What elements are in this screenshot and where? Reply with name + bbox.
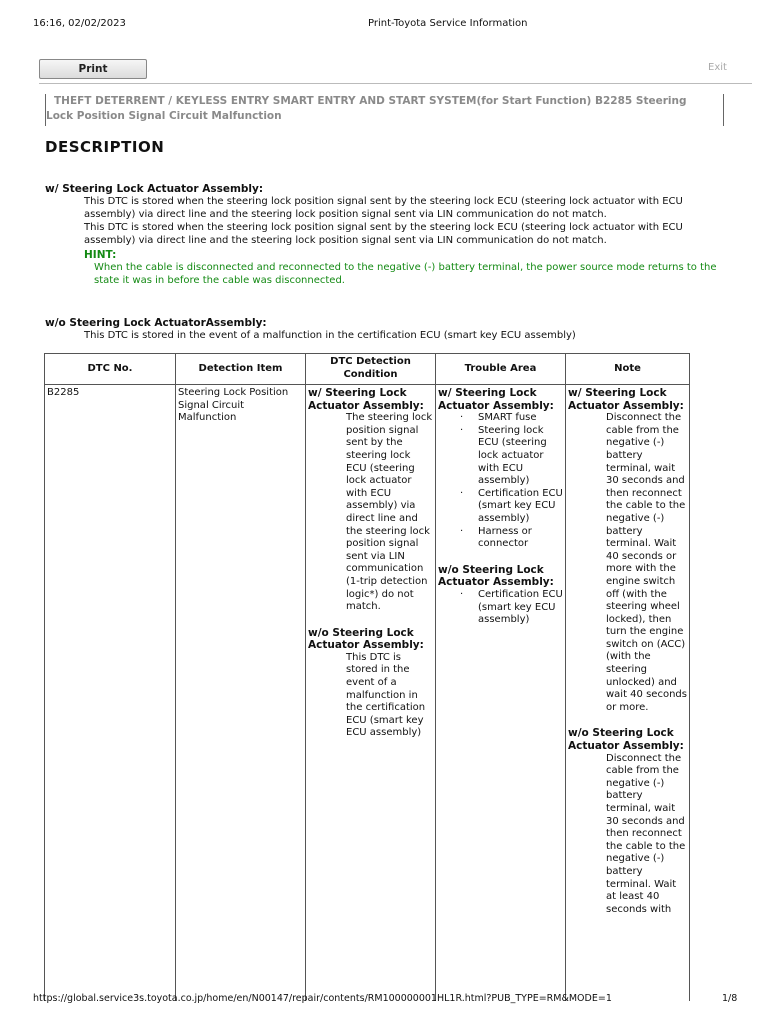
trouble-without-list <box>438 589 563 627</box>
exit-link[interactable]: Exit <box>708 62 727 73</box>
print-timestamp: 16:16, 02/02/2023 <box>33 18 126 29</box>
column-header: DTC No. <box>45 354 176 385</box>
column-header: Note <box>566 354 690 385</box>
dtc-table <box>44 353 690 1001</box>
note-with-text: Disconnect the cable from the negative (-) battery terminal, wait 30 seconds and then reconnect the cable to the negative (-) battery terminal. Wait 40 seconds or more with the engine switch off (with the steering wheel locked), then turn the engine switch on (ACC) (with the steering unlocked) and wait 40 seconds or more. <box>606 412 687 713</box>
without-actuator-heading: w/o Steering Lock ActuatorAssembly: <box>45 317 267 329</box>
hint-text: When the cable is disconnected and reconnected to the negative (-) battery terminal, the power source mode returns to the state it was in before the cable was disconnected. <box>94 262 717 286</box>
condition-without-heading: w/o Steering Lock Actuator Assembly: <box>308 626 424 652</box>
footer-url: https://global.service3s.toyota.co.jp/home/en/N00147/repair/contents/RM100000001HL1R.html?PUB_TYPE=RM&MODE=1 <box>33 993 612 1004</box>
note-with-heading: w/ Steering Lock Actuator Assembly: <box>568 387 684 412</box>
print-button[interactable]: Print <box>39 59 147 79</box>
note-without-text: Disconnect the cable from the negative (-) battery terminal, wait 30 seconds and then reconnect the cable to the negative (-) battery terminal. Wait at least 40 seconds with <box>606 752 686 915</box>
condition-with-heading: w/ Steering Lock Actuator Assembly: <box>308 387 424 412</box>
breadcrumb-line-1: THEFT DETERRENT / KEYLESS ENTRY SMART ENTRY AND START SYSTEM(for Start Function) B2285 Steering <box>54 95 687 107</box>
list-item: · Harness or connector <box>448 526 563 551</box>
detection-item-cell: Steering Lock Position Signal Circuit Malfunction <box>176 385 306 1002</box>
page-header-title: Print-Toyota Service Information <box>368 18 528 29</box>
section-title: DESCRIPTION <box>45 138 165 156</box>
dtc-number-cell: B2285 <box>45 385 176 1002</box>
condition-without-text: This DTC is stored in the event of a malfunction in the certification ECU (smart key ECU assembly) <box>346 651 426 739</box>
condition-with-text: The steering lock position signal sent by the steering lock ECU (steering lock actuator with ECU assembly) via direct line and the steering lock position signal sent via LIN communication (1-trip detection logic*) do not match. <box>346 412 433 613</box>
column-header: Detection Item <box>176 354 306 385</box>
note-cell <box>566 385 690 1002</box>
page-number: 1/8 <box>722 993 738 1004</box>
without-actuator-paragraph: This DTC is stored in the event of a malfunction in the certification ECU (smart key ECU assembly) <box>84 330 576 341</box>
table-header-row <box>45 354 690 385</box>
breadcrumb <box>45 94 724 126</box>
trouble-with-list <box>438 412 563 551</box>
list-item: · Steering lock ECU (steering lock actuator with ECU assembly) <box>448 425 563 488</box>
detection-condition-cell <box>306 385 436 1002</box>
with-actuator-heading: w/ Steering Lock Actuator Assembly: <box>45 183 264 195</box>
table-row <box>45 385 690 1002</box>
hint-label: HINT: <box>84 249 117 261</box>
note-without-heading: w/o Steering Lock Actuator Assembly: <box>568 727 684 753</box>
trouble-without-heading: w/o Steering Lock Actuator Assembly: <box>438 563 554 589</box>
list-item: · Certification ECU (smart key ECU assembly) <box>448 589 563 627</box>
breadcrumb-line-2: Lock Position Signal Circuit Malfunction <box>46 110 282 122</box>
toolbar-divider <box>39 83 752 84</box>
column-header: DTC Detection Condition <box>306 354 436 385</box>
trouble-with-heading: w/ Steering Lock Actuator Assembly: <box>438 387 554 412</box>
with-actuator-paragraph-1: This DTC is stored when the steering lock position signal sent by the steering lock ECU (steering lock actuator with ECU assembly) via direct line and the steering lock position signal sent via LIN communication do not match. <box>84 196 683 220</box>
column-header: Trouble Area <box>436 354 566 385</box>
list-item: · Certification ECU (smart key ECU assembly) <box>448 488 563 526</box>
trouble-area-cell <box>436 385 566 1002</box>
with-actuator-paragraph-2: This DTC is stored when the steering lock position signal sent by the steering lock ECU (steering lock actuator with ECU assembly) via direct line and the steering lock position signal sent via LIN communication do not match. <box>84 222 683 246</box>
list-item: · SMART fuse <box>448 412 563 425</box>
